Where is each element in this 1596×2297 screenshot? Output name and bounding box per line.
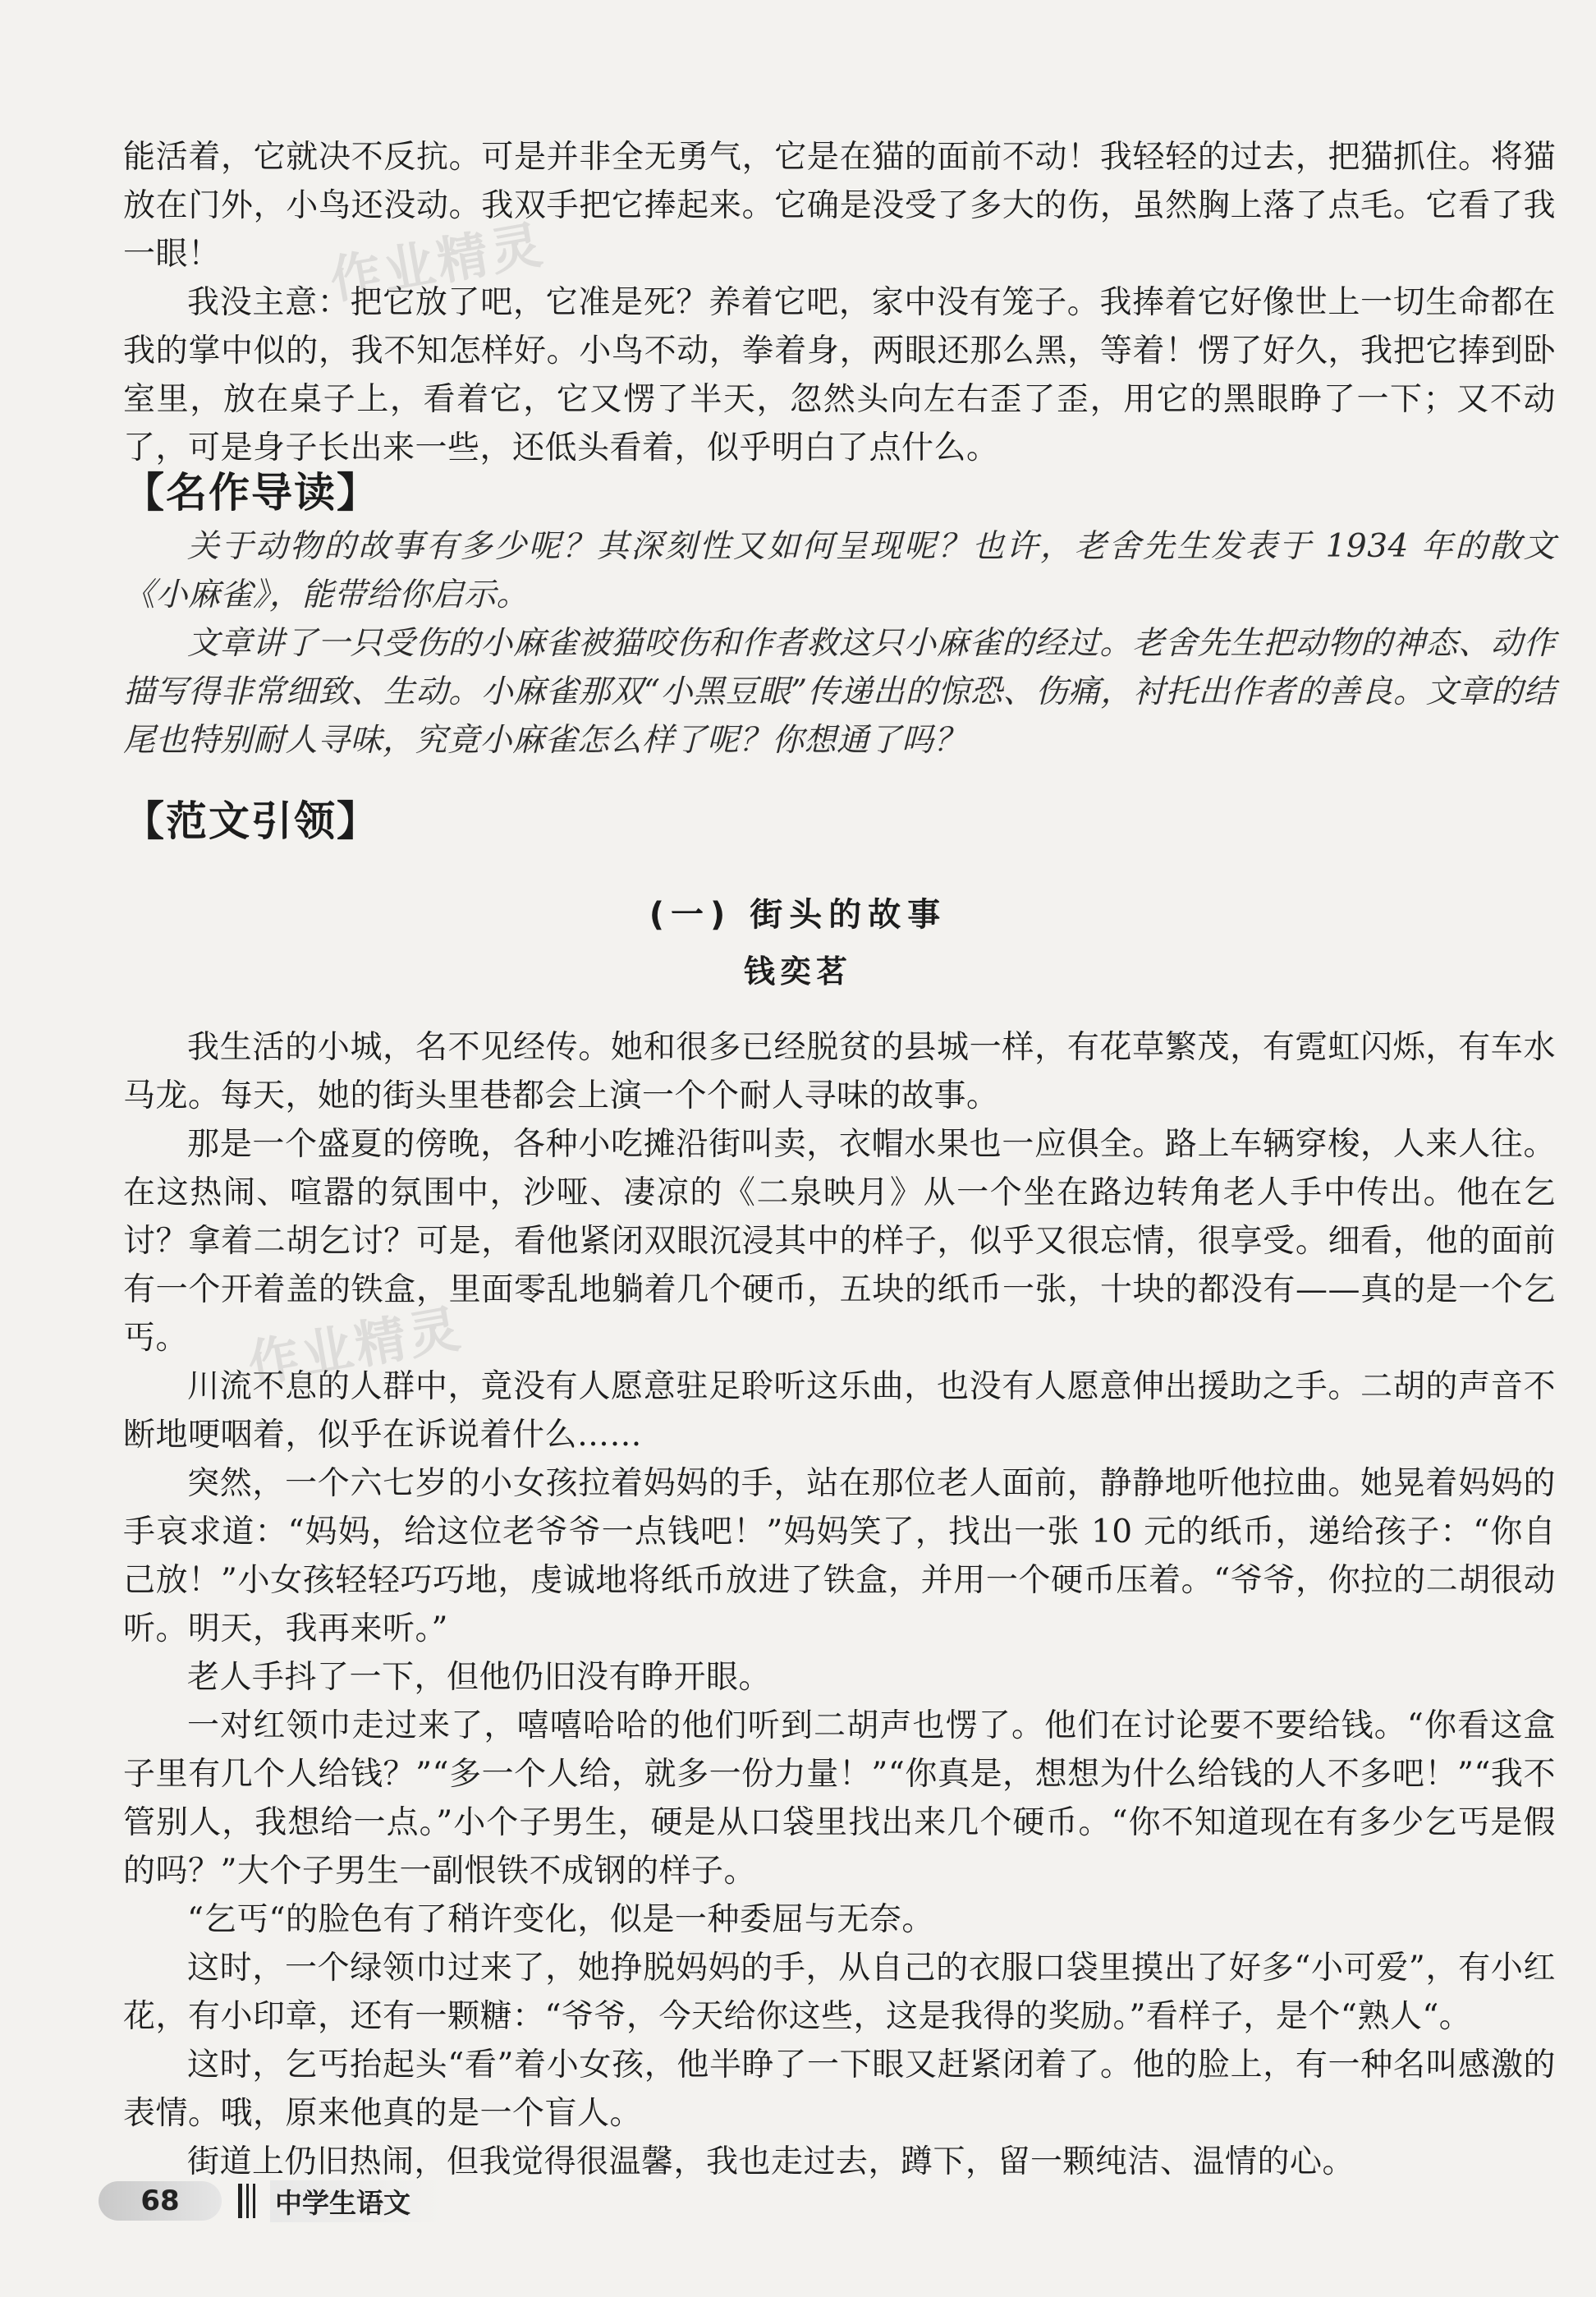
- article-paragraph: 老人手抖了一下，但他仍旧没有睁开眼。: [187, 1659, 772, 1696]
- intro-paragraph: 能活着，它就决不反抗。可是并非全无勇气，它是在猫的面前不动！我轻轻的过去，把猫抓住。将猫放在门外，小鸟还没动。我双手把它捧起来。它确是没受了多大的伤，虽然胸上落了点毛。它看了我一眼！: [123, 139, 1556, 273]
- section-heading-model: 【范文引领】: [123, 797, 379, 845]
- page-footer: [99, 2176, 443, 2226]
- article-body: [123, 1023, 1556, 2186]
- article-paragraph: 川流不息的人群中，竟没有人愿意驻足聆听这乐曲，也没有人愿意伸出援助之手。二胡的声音不断地哽咽着，似乎在诉说着什么……: [123, 1368, 1556, 1454]
- section-heading-guide: 【名作导读】: [123, 469, 379, 517]
- guide-block: [123, 522, 1556, 765]
- magazine-name: 中学生语文: [270, 2180, 443, 2222]
- article-paragraph: 这时，一个绿领巾过来了，她挣脱妈妈的手，从自己的衣服口袋里摸出了好多“小可爱”，有小红花，有小印章，还有一颗糖：“爷爷，今天给你这些，这是我得的奖励。”看样子，是个“熟人“。: [123, 1950, 1556, 2035]
- guide-paragraph: 文章讲了一只受伤的小麻雀被猫咬伤和作者救这只小麻雀的经过。老舍先生把动物的神态、动作描写得非常细致、生动。小麻雀那双“小黑豆眼”传递出的惊恐、伤痛，衬托出作者的善良。文章的结尾也特别耐人寻味，究竟小麻雀怎么样了呢？你想通了吗？: [123, 625, 1556, 759]
- article-paragraph: 一对红领巾走过来了，嘻嘻哈哈的他们听到二胡声也愣了。他们在讨论要不要给钱。“你看这盒子里有几个人给钱？”“多一个人给，就多一份力量！”“你真是，想想为什么给钱的人不多吧！”“我不管别人，我想给一点。”小个子男生，硬是从口袋里找出来几个硬币。“你不知道现在有多少乞丐是假的吗？”大个子男生一副恨铁不成钢的样子。: [123, 1707, 1556, 1890]
- article-paragraph: 街道上仍旧热闹，但我觉得很温馨，我也走过去，蹲下，留一颗纯洁、温情的心。: [187, 2143, 1355, 2180]
- watermark: 作业精灵: [325, 214, 550, 311]
- page-number: 68: [140, 2184, 180, 2217]
- article-paragraph: “乞丐“的脸色有了稍许变化，似是一种委屈与无奈。: [187, 1901, 934, 1938]
- article-author: 钱奕茗: [743, 953, 852, 990]
- article-paragraph: 这时，乞丐抬起头“看”着小女孩，他半睁了一下眼又赶紧闭着了。他的脸上，有一种名叫感激的表情。哦，原来他真的是一个盲人。: [123, 2047, 1556, 2132]
- watermark: 作业精灵: [243, 1298, 468, 1395]
- article-paragraph: 那是一个盛夏的傍晚，各种小吃摊沿街叫卖，衣帽水果也一应俱全。路上车辆穿梭，人来人往。在这热闹、喧嚣的氛围中，沙哑、凄凉的《二泉映月》从一个坐在路边转角老人手中传出。他在乞讨？拿着二胡乞讨？可是，看他紧闭双眼沉浸其中的样子，似乎又很忘情，很享受。细看，他的面前有一个开着盖的铁盒，里面零乱地躺着几个硬币，五块的纸币一张，十块的都没有——真的是一个乞丐。: [123, 1126, 1556, 1357]
- page-number-badge: [99, 2181, 222, 2221]
- divider-bars-icon: [238, 2184, 255, 2218]
- intro-paragraph: 我没主意：把它放了吧，它准是死？养着它吧，家中没有笼子。我捧着它好像世上一切生命都在我的掌中似的，我不知怎样好。小鸟不动，拳着身，两眼还那么黑，等着！愣了好久，我把它捧到卧室里，放在桌子上，看着它，它又愣了半天，忽然头向左右歪了歪，用它的黑眼睁了一下；又不动了，可是身子长出来一些，还低头看着，似乎明白了点什么。: [123, 284, 1556, 466]
- article-title: (一) 街头的故事: [649, 896, 947, 934]
- guide-paragraph: 关于动物的故事有多少呢？其深刻性又如何呈现呢？也许，老舍先生发表于 1934 年的散文《小麻雀》，能带给你启示。: [123, 528, 1556, 613]
- article-paragraph: 我生活的小城，名不见经传。她和很多已经脱贫的县城一样，有花草繁茂，有霓虹闪烁，有车水马龙。每天，她的街头里巷都会上演一个个耐人寻味的故事。: [123, 1029, 1556, 1114]
- article-paragraph: 突然，一个六七岁的小女孩拉着妈妈的手，站在那位老人面前，静静地听他拉曲。她晃着妈妈的手哀求道：“妈妈，给这位老爷爷一点钱吧！”妈妈笑了，找出一张 10 元的纸币，递给孩子：“你自己放！”小女孩轻轻巧巧地，虔诚地将纸币放进了铁盒，并用一个硬币压着。“爷爷，你拉的二胡很动听。明天，我再来听。”: [123, 1465, 1556, 1647]
